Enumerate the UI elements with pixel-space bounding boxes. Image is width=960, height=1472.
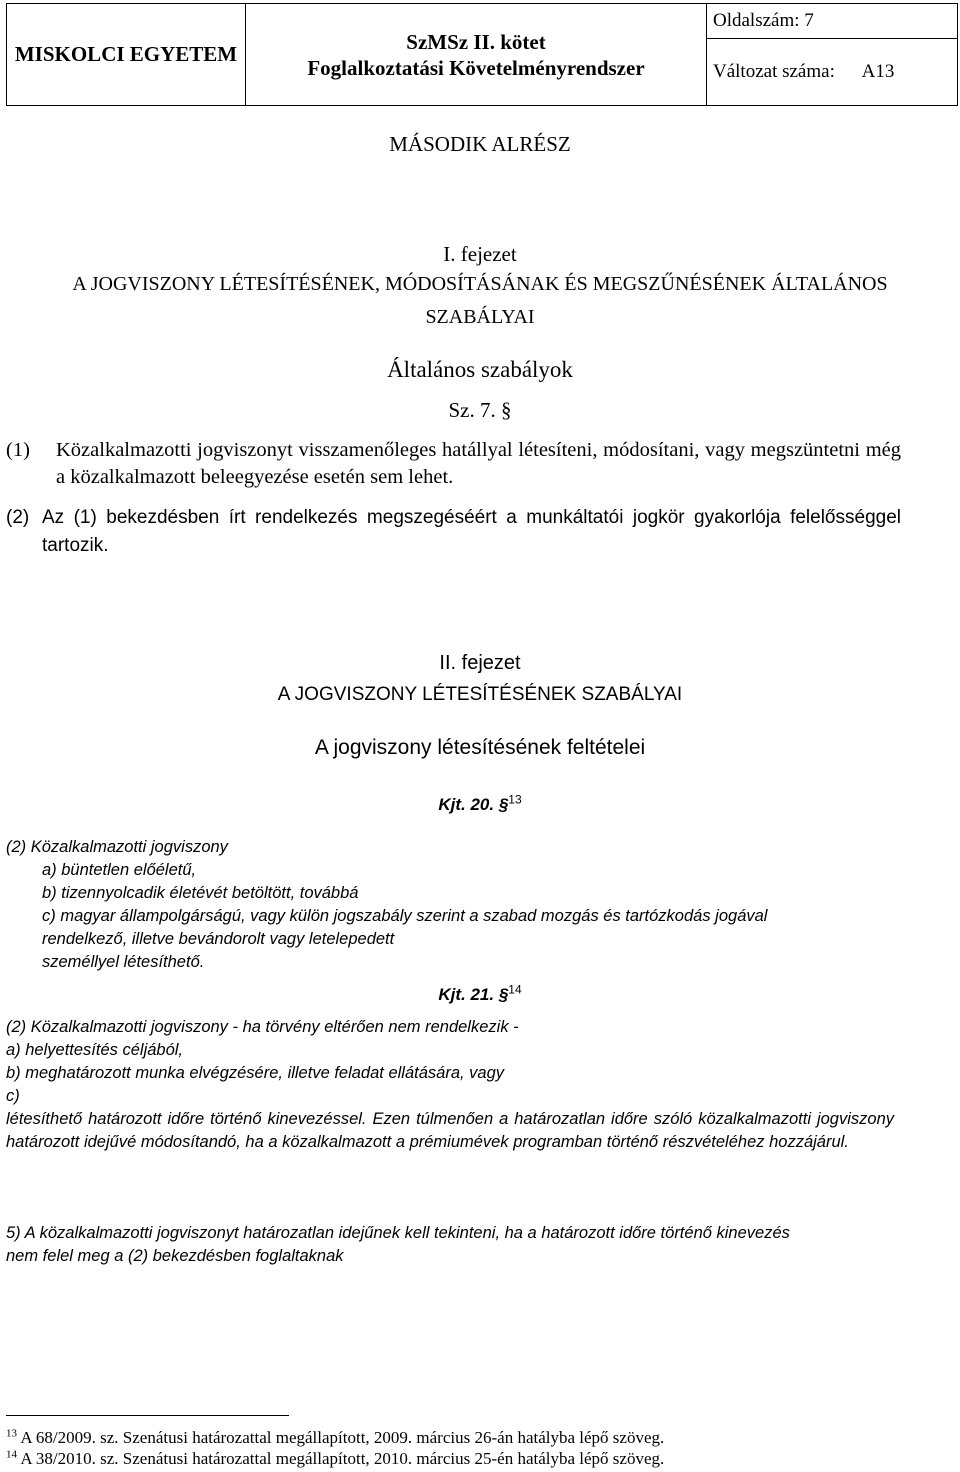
kjt-21-paragraph-5 xyxy=(6,1222,906,1268)
paragraph-5-line1: 5) A közalkalmazotti jogviszonyt határozatlan idejűnek kell tekinteni, ha a határozott időre történő kinevezés xyxy=(6,1224,790,1242)
kjt-20-item-c-line2: rendelkező, illetve bevándorolt vagy letelepedett xyxy=(42,930,395,948)
paragraph-1-text: Közalkalmazotti jogviszonyt visszamenőleges hatállyal létesíteni, módosítani, vagy megszüntetni még a közalkalmazott beleegyezése esetén sem lehet. xyxy=(56,439,901,488)
section-7: Sz. 7. § xyxy=(448,398,512,422)
kjt-20-heading xyxy=(0,793,960,816)
kjt-21-item-b: b) meghatározott munka elvégzésére, illetve feladat ellátására, vagy xyxy=(6,1064,505,1082)
page-info-cell xyxy=(707,4,958,106)
kjt-20-item-b: b) tizennyolcadik életévét betöltött, továbbá xyxy=(42,884,359,902)
chapter-1-title-line2: SZABÁLYAI xyxy=(425,306,535,328)
kjt-20-text xyxy=(6,836,906,974)
kjt-21-continuation: létesíthető határozott időre történő kinevezéssel. Ezen túlmenően a határozatlan időre szóló közalkalmazotti jogviszony határozott idejűvé módosítandó, ha a közalkalmazott a prémiumévek programban történő részvételéhez hozzájárul. xyxy=(6,1110,894,1151)
kjt-21-intro: (2) Közalkalmazotti jogviszony - ha törvény eltérően nem rendelkezik - xyxy=(6,1018,519,1036)
paragraph-1 xyxy=(6,437,901,491)
footnote-13-text: A 68/2009. sz. Szenátusi határozattal megállapított, 2009. március 26-án hatályba lépő szöveg. xyxy=(20,1428,665,1447)
kjt-21-item-c: c) xyxy=(6,1087,20,1105)
footnote-separator xyxy=(6,1415,289,1416)
footnote-ref-14: 14 xyxy=(508,982,522,997)
version-info xyxy=(707,39,957,105)
regulation-title: Foglalkoztatási Követelményrendszer xyxy=(307,55,645,80)
kjt-20-intro: (2) Közalkalmazotti jogviszony xyxy=(6,838,228,856)
version-value: A13 xyxy=(861,61,895,82)
chapter-2-subtitle: A jogviszony létesítésének feltételei xyxy=(314,736,646,759)
kjt-21-text xyxy=(6,1016,894,1154)
footnote-14-text: A 38/2010. sz. Szenátusi határozattal megállapított, 2010. március 25-én hatályba lépő szöveg. xyxy=(20,1449,665,1468)
document-title-cell xyxy=(246,4,707,106)
university-name: MISKOLCI EGYETEM xyxy=(7,4,246,106)
footnote-13-number: 13 xyxy=(6,1427,17,1440)
kjt-21-item-a: a) helyettesítés céljából, xyxy=(6,1041,184,1059)
paragraph-5-line2: nem felel meg a (2) bekezdésben foglaltaknak xyxy=(6,1247,344,1265)
version-label: Változat száma: xyxy=(713,61,835,82)
footnote-ref-13: 13 xyxy=(508,792,522,807)
paragraph-1-number: (1) xyxy=(6,439,30,461)
footnote-14-number: 14 xyxy=(6,1448,17,1461)
paragraph-2-text: Az (1) bekezdésben írt rendelkezés megszegéséért a munkáltatói jogkör gyakorlója felelősséggel tartozik. xyxy=(42,507,901,556)
kjt-20-label: Kjt. 20. § xyxy=(438,795,509,814)
kjt-21-label: Kjt. 21. § xyxy=(438,985,509,1004)
chapter-1-subtitle: Általános szabályok xyxy=(387,357,573,382)
kjt-21-heading xyxy=(0,983,960,1006)
chapter-1-number: I. fejezet xyxy=(443,242,517,266)
page-number: Oldalszám: 7 xyxy=(707,4,957,39)
document-header xyxy=(6,3,958,106)
chapter-2-number: II. fejezet xyxy=(439,652,521,674)
paragraph-2-number: (2) xyxy=(6,507,30,528)
paragraph-2 xyxy=(6,504,901,560)
footnote-14 xyxy=(6,1449,664,1469)
chapter-1-title-line1: A JOGVISZONY LÉTESÍTÉSÉNEK, MÓDOSÍTÁSÁNAK ÉS MEGSZŰNÉSÉNEK ÁLTALÁNOS xyxy=(72,273,888,295)
kjt-20-item-a: a) büntetlen előéletű, xyxy=(42,861,197,879)
part-title: MÁSODIK ALRÉSZ xyxy=(389,132,571,156)
kjt-20-item-c-line1: c) magyar állampolgárságú, vagy külön jogszabály szerint a szabad mozgás és tartózkodás jogával xyxy=(42,907,768,925)
footnote-13 xyxy=(6,1428,664,1448)
volume-label: SzMSz II. kötet xyxy=(406,29,546,54)
chapter-2-title: A JOGVISZONY LÉTESÍTÉSÉNEK SZABÁLYAI xyxy=(277,684,683,705)
kjt-20-item-c-line3: személlyel létesíthető. xyxy=(42,953,205,971)
